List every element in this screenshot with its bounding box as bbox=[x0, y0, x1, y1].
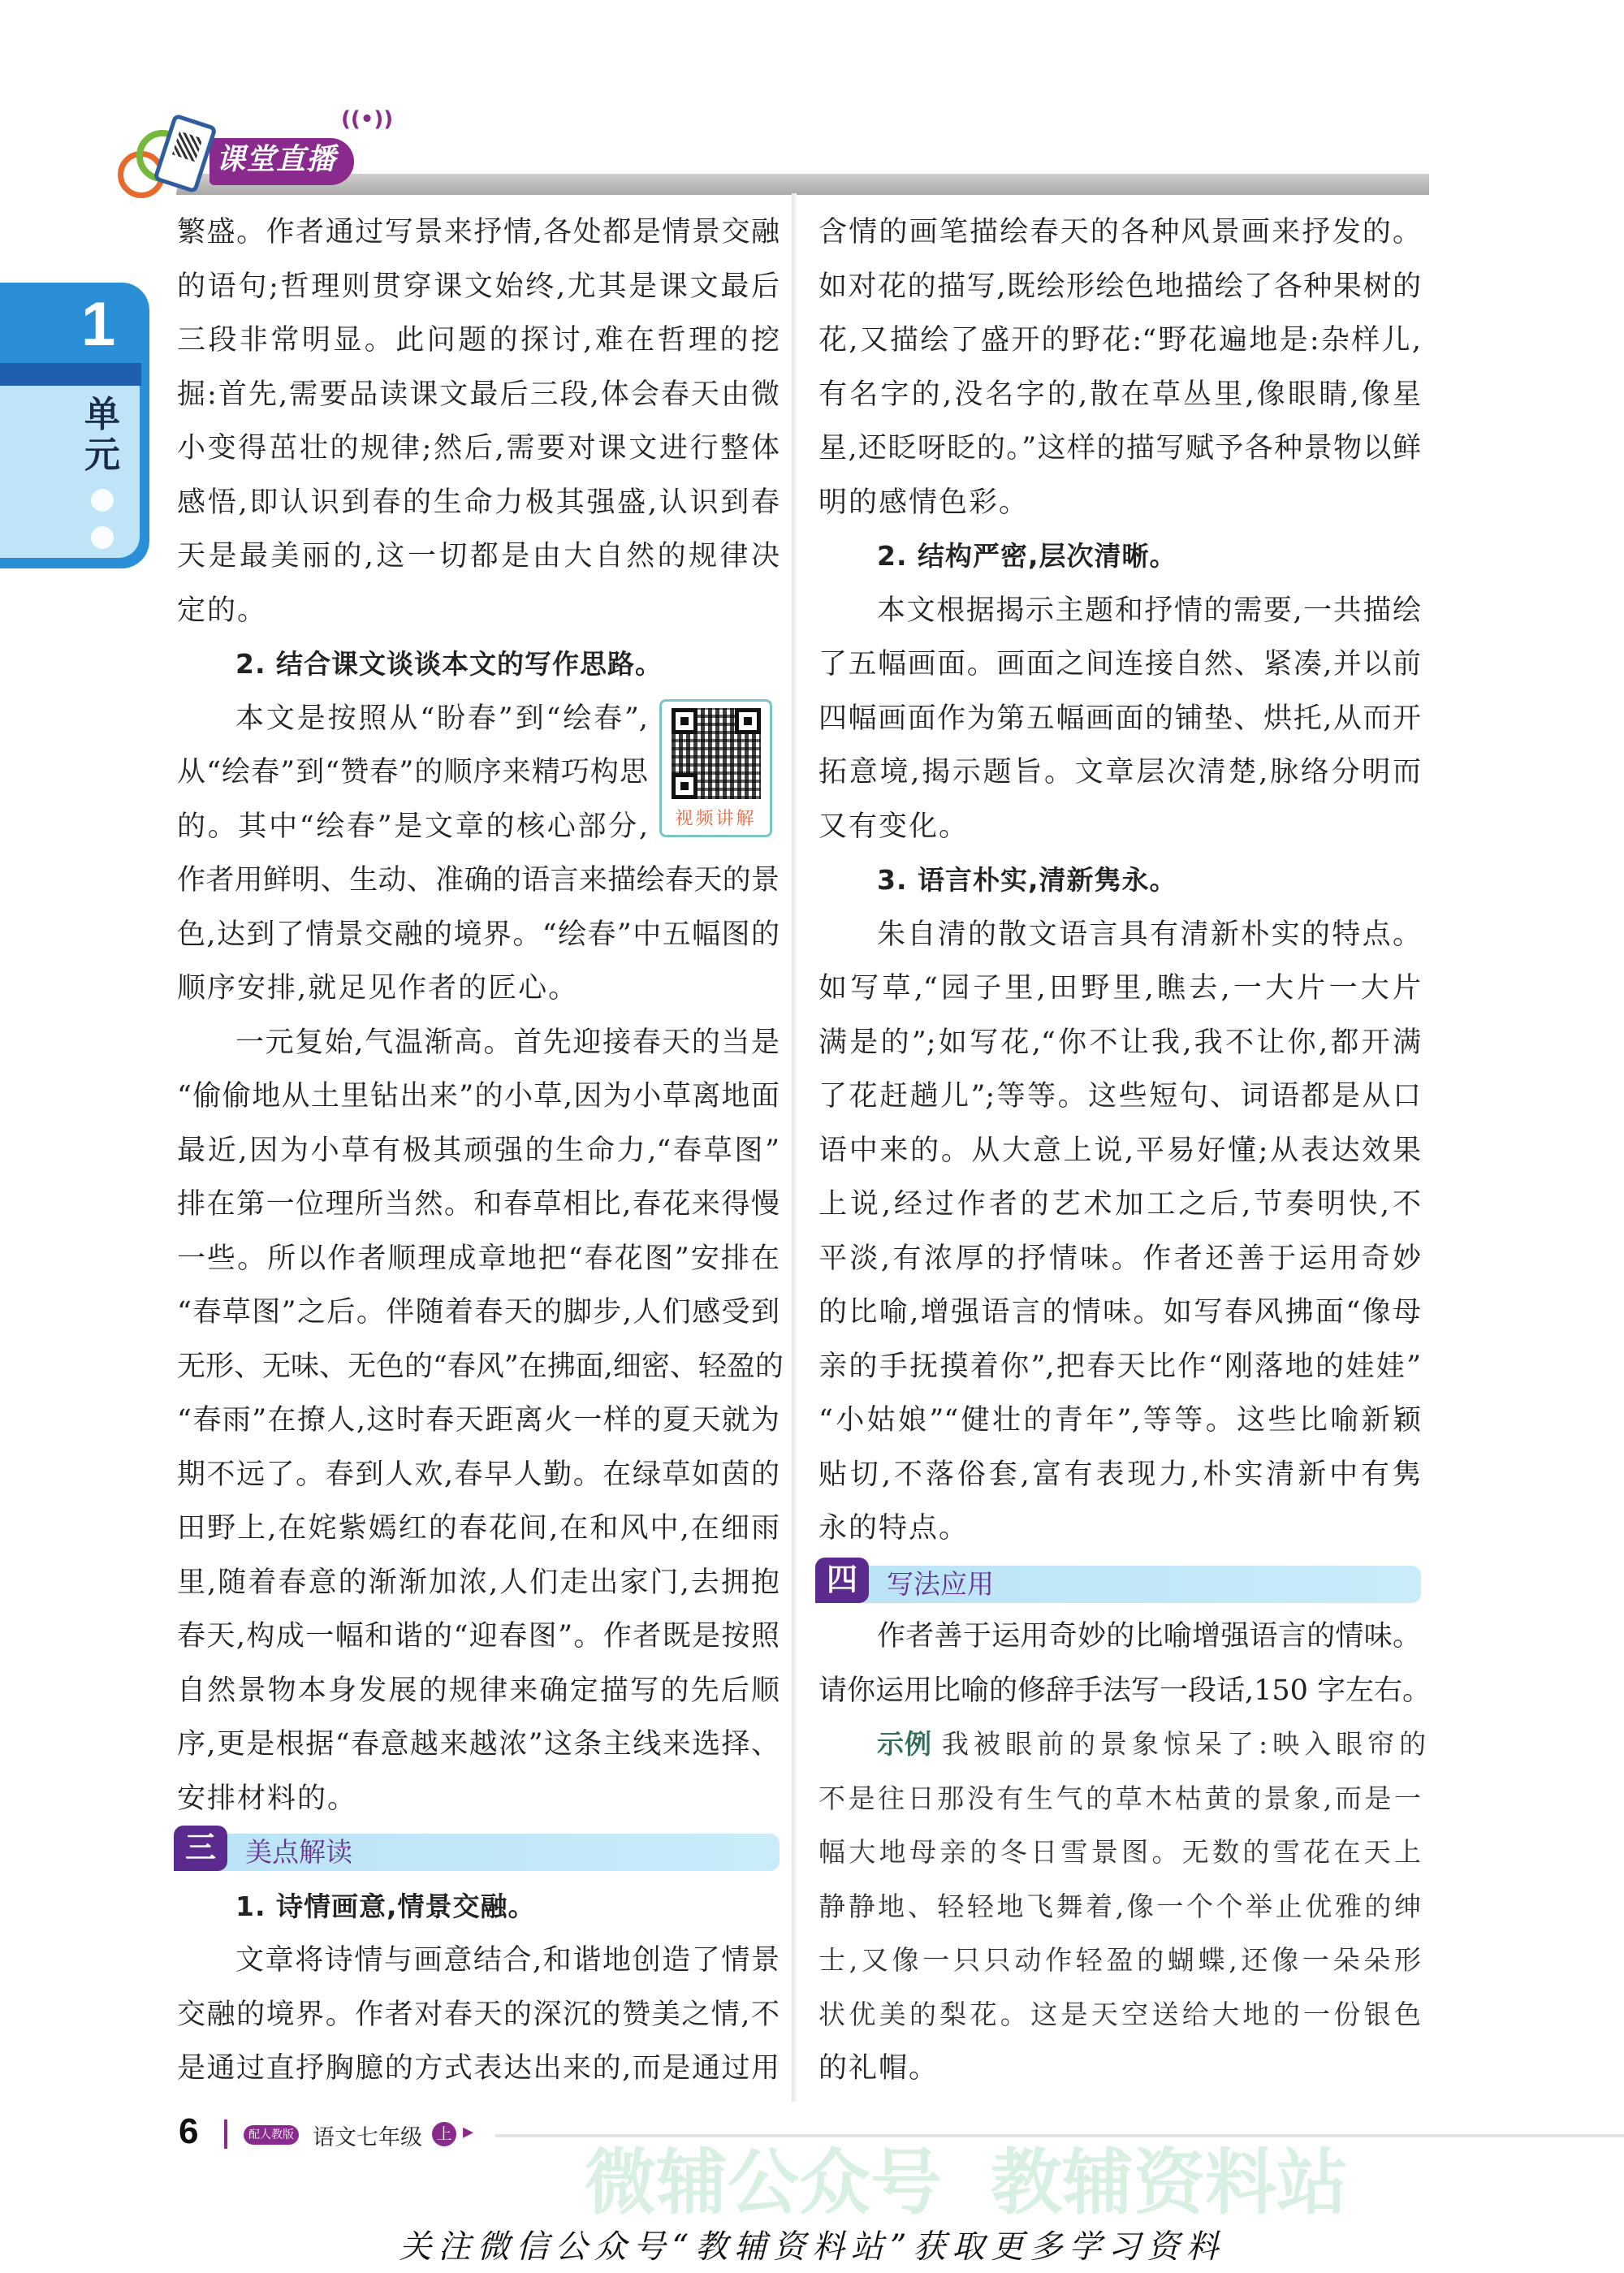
section-logo-title: 课堂直播 bbox=[216, 143, 337, 176]
line-text: 贴切,不落俗套,富有表现力,朴实清新中有隽 bbox=[818, 1458, 1421, 1491]
header-bar bbox=[176, 174, 1429, 195]
text-line bbox=[177, 368, 780, 422]
line-text: 平淡,有浓厚的抒情味。作者还善于运用奇妙 bbox=[818, 1242, 1421, 1275]
line-text: 永的特点。 bbox=[818, 1512, 970, 1545]
qr-code-icon bbox=[672, 708, 761, 799]
text-line bbox=[177, 1664, 780, 1718]
text-line bbox=[818, 1826, 1421, 1880]
text-line bbox=[818, 1664, 1432, 1718]
text-line bbox=[177, 692, 648, 746]
line-text: “春草图”之后。伴随着春天的脚步,人们感受到 bbox=[177, 1296, 780, 1329]
qr-eye-icon bbox=[672, 708, 698, 734]
line-text: “春雨”在撩人,这时春天距离火一样的夏天就为 bbox=[177, 1404, 780, 1437]
text-line bbox=[818, 476, 1421, 530]
line-text: 1. 诗情画意,情景交融。 bbox=[235, 1890, 536, 1922]
line-text: 状优美的梨花。这是天空送给大地的一份银色 bbox=[818, 1998, 1421, 2030]
column-divider bbox=[792, 193, 797, 2102]
text-line bbox=[818, 1448, 1421, 1502]
text-line bbox=[177, 961, 780, 1016]
text-line bbox=[818, 1772, 1421, 1826]
line-text: 3. 语言朴实,清新隽永。 bbox=[877, 864, 1177, 896]
text-line bbox=[177, 1718, 780, 1772]
line-text: 明的感情色彩。 bbox=[818, 486, 1030, 519]
text-line bbox=[818, 421, 1421, 476]
line-text: 感悟,即认识到春的生命力极其强盛,认识到春 bbox=[177, 486, 780, 519]
line-text: “小姑娘”“健壮的青年”,等等。这些比喻新颖 bbox=[818, 1404, 1421, 1437]
text-line bbox=[818, 205, 1421, 260]
page-number: 6 bbox=[179, 2111, 199, 2151]
line-text: 士,又像一只只动作轻盈的蝴蝶,还像一朵朵形 bbox=[818, 1944, 1421, 1976]
line-text: 从“绘春”到“赞春”的顺序来精巧构思 bbox=[177, 756, 648, 789]
text-line bbox=[177, 1340, 784, 1394]
subheading bbox=[177, 637, 780, 692]
unit-number: 1 bbox=[81, 290, 116, 359]
spacer bbox=[818, 1556, 1421, 1610]
line-text: 作者善于运用奇妙的比喻增强语言的情味。 bbox=[877, 1620, 1421, 1653]
line-text: 是通过直抒胸臆的方式表达出来的,而是通过用 bbox=[177, 2052, 780, 2085]
text-line bbox=[818, 368, 1421, 422]
line-text: 定的。 bbox=[177, 594, 268, 627]
line-text: 本文根据揭示主题和抒情的需要,一共描绘 bbox=[877, 594, 1421, 627]
text-line bbox=[818, 908, 1421, 962]
text-line bbox=[177, 1610, 780, 1664]
qr-eye-icon bbox=[672, 773, 698, 799]
bottom-note: 关注微信公众号“教辅资料站”获取更多学习资料 bbox=[399, 2228, 1225, 2266]
text-line bbox=[177, 529, 780, 584]
line-text: 天是最美丽的,这一切都是由大自然的规律决 bbox=[177, 540, 780, 573]
text-line bbox=[177, 1286, 780, 1340]
section-number: 四 bbox=[815, 1558, 869, 1603]
text-line bbox=[818, 1988, 1421, 2042]
subheading bbox=[818, 853, 1421, 908]
line-text: 幅大地母亲的冬日雪景图。无数的雪花在天上 bbox=[818, 1836, 1421, 1868]
line-text: 掘:首先,需要品读课文最后三段,体会春天由微 bbox=[177, 378, 780, 411]
line-text: 田野上,在姹紫嫣红的春花间,在和风中,在细雨 bbox=[177, 1512, 780, 1545]
text-line bbox=[818, 313, 1421, 368]
line-text: 满是的”;如写花,“你不让我,我不让你,都开满 bbox=[818, 1026, 1421, 1059]
line-text: 顺序安排,就足见作者的匠心。 bbox=[177, 972, 579, 1005]
text-line bbox=[177, 1448, 780, 1502]
text-line bbox=[818, 745, 1421, 800]
text-line bbox=[177, 1988, 780, 2042]
line-text: 一元复始,气温渐高。首先迎接春天的当是 bbox=[235, 1026, 780, 1059]
book-title: 语文七年级 bbox=[313, 2125, 422, 2150]
text-line bbox=[818, 1340, 1421, 1394]
text-line bbox=[818, 1178, 1421, 1232]
text-line bbox=[177, 205, 780, 260]
line-text: 春天,构成一幅和谐的“迎春图”。作者既是按照 bbox=[177, 1620, 780, 1653]
line-text: 亲的手抚摸着你”,把春天比作“刚落地的娃娃” bbox=[818, 1350, 1421, 1383]
line-text: 2. 结构严密,层次清晰。 bbox=[877, 540, 1177, 572]
text-line bbox=[177, 584, 780, 638]
watermark-line: 教辅资料站 bbox=[991, 2141, 1349, 2224]
text-line bbox=[818, 1016, 1421, 1070]
line-text: 不是往日那没有生气的草木枯黄的景象,而是一 bbox=[818, 1782, 1421, 1814]
line-text: 安排材料的。 bbox=[177, 1782, 358, 1815]
text-line bbox=[177, 1502, 780, 1556]
text-line bbox=[818, 260, 1421, 314]
section-title: 美点解读 bbox=[245, 1836, 352, 1868]
text-line bbox=[177, 1232, 780, 1286]
footer-rule bbox=[495, 2134, 1624, 2137]
text-line bbox=[818, 2042, 1421, 2096]
line-text: 又有变化。 bbox=[818, 810, 970, 843]
text-line bbox=[177, 1772, 780, 1826]
edition-badge: 配人教版 bbox=[244, 2125, 299, 2145]
text-line bbox=[177, 1178, 780, 1232]
text-line bbox=[818, 1934, 1421, 1988]
text-line bbox=[177, 1016, 780, 1070]
line-text: 如对花的描写,既绘形绘色地描绘了各种果树的 bbox=[818, 270, 1421, 303]
text-line bbox=[177, 908, 780, 962]
broadcast-icon: ((•)) bbox=[341, 107, 394, 132]
text-line bbox=[177, 1556, 780, 1610]
line-text: 的礼帽。 bbox=[818, 2052, 939, 2085]
text-line bbox=[177, 313, 780, 368]
right-column bbox=[818, 205, 1432, 2096]
text-line bbox=[177, 476, 780, 530]
line-text: 上说,经过作者的艺术加工之后,节奏明快,不 bbox=[818, 1188, 1421, 1221]
line-text: 花,又描绘了盛开的野花:“野花遍地是:杂样儿, bbox=[818, 324, 1421, 357]
text-line bbox=[177, 853, 780, 908]
section-title: 写法应用 bbox=[887, 1568, 994, 1600]
line-text: 里,随着春意的渐渐加浓,人们走出家门,去拥抱 bbox=[177, 1566, 780, 1599]
qr-eye-icon bbox=[735, 708, 761, 734]
text-line bbox=[818, 692, 1421, 746]
text-line bbox=[177, 260, 780, 314]
text-line bbox=[818, 1124, 1421, 1178]
footer-divider bbox=[224, 2120, 227, 2149]
line-text: 色,达到了情景交融的境界。“绘春”中五幅图的 bbox=[177, 918, 780, 951]
subheading bbox=[818, 529, 1421, 584]
text-line bbox=[818, 961, 1421, 1016]
line-text: 的比喻,增强语言的情味。如写春风拂面“像母 bbox=[818, 1296, 1421, 1329]
line-text: 含情的画笔描绘春天的各种风景画来抒发的。 bbox=[818, 216, 1421, 248]
qr-label: 视频讲解 bbox=[675, 809, 757, 829]
text-line bbox=[818, 1394, 1421, 1448]
text-line bbox=[818, 584, 1421, 638]
text-line bbox=[818, 1718, 1432, 1772]
dot-icon bbox=[91, 526, 114, 549]
line-text: 静静地、轻轻地飞舞着,像一个个举止优雅的绅 bbox=[818, 1890, 1421, 1922]
spacer bbox=[177, 1826, 780, 1880]
text-line bbox=[177, 745, 648, 800]
line-text: 了花赶趟儿”;等等。这些短句、词语都是从口 bbox=[818, 1080, 1421, 1113]
text-line bbox=[818, 637, 1421, 692]
line-text: 我被眼前的景象惊呆了:映入眼帘的 bbox=[942, 1728, 1432, 1760]
dot-icon bbox=[91, 489, 114, 512]
line-text: 星,还眨呀眨的。”这样的描写赋予各种景物以鲜 bbox=[818, 432, 1421, 465]
line-text: 作者用鲜明、生动、准确的语言来描绘春天的景 bbox=[177, 864, 780, 897]
line-text: 请你运用比喻的修辞手法写一段话,150 字左右。 bbox=[818, 1674, 1432, 1707]
line-text: 自然景物本身发展的规律来确定描写的先后顺 bbox=[177, 1674, 780, 1707]
line-text: 最近,因为小草有极其顽强的生命力,“春草图” bbox=[177, 1134, 780, 1167]
line-text: 如写草,“园子里,田野里,瞧去,一大片一大片 bbox=[818, 972, 1421, 1005]
left-column bbox=[177, 205, 784, 2096]
line-text: 文章将诗情与画意结合,和谐地创造了情景 bbox=[235, 1944, 780, 1977]
video-qr-code[interactable] bbox=[659, 699, 772, 837]
text-line bbox=[177, 1070, 780, 1124]
line-text: “偷偷地从土里钻出来”的小草,因为小草离地面 bbox=[177, 1080, 780, 1113]
line-text: 本文是按照从“盼春”到“绘春”, bbox=[235, 702, 648, 735]
line-text: 无形、无味、无色的“春风”在拂面,细密、轻盈的 bbox=[177, 1350, 784, 1383]
text-line bbox=[177, 1394, 780, 1448]
line-text: 三段非常明显。此问题的探讨,难在哲理的挖 bbox=[177, 324, 780, 357]
line-text: 的语句;哲理则贯穿课文始终,尤其是课文最后 bbox=[177, 270, 780, 303]
unit-label: 单元 bbox=[84, 394, 120, 476]
text-line bbox=[177, 800, 648, 854]
text-line bbox=[177, 2042, 780, 2096]
line-text: 有名字的,没名字的,散在草丛里,像眼睛,像星 bbox=[818, 378, 1421, 411]
line-text: 期不远了。春到人欢,春早人勤。在绿草如茵的 bbox=[177, 1458, 780, 1491]
line-text: 小变得茁壮的规律;然后,需要对课文进行整体 bbox=[177, 432, 780, 465]
line-text: 交融的境界。作者对春天的深沉的赞美之情,不 bbox=[177, 1998, 780, 2031]
section-number: 三 bbox=[174, 1826, 227, 1871]
text-line bbox=[177, 421, 780, 476]
line-text: 四幅画面作为第五幅画面的铺垫、烘托,从而开 bbox=[818, 702, 1421, 735]
line-text: 了五幅画面。画面之间连接自然、紧凑,并以前 bbox=[818, 648, 1421, 681]
line-text: 2. 结合课文谈谈本文的写作思路。 bbox=[235, 648, 663, 680]
arrow-right-icon: ▸ bbox=[463, 2120, 474, 2144]
text-line bbox=[177, 1124, 780, 1178]
text-line bbox=[818, 1070, 1421, 1124]
text-line bbox=[818, 1502, 1421, 1556]
text-line bbox=[818, 800, 1421, 854]
line-text: 朱自清的散文语言具有清新朴实的特点。 bbox=[877, 918, 1421, 951]
line-text: 拓意境,揭示题旨。文章层次清楚,脉络分明而 bbox=[818, 756, 1421, 789]
unit-tab-band bbox=[0, 363, 141, 386]
text-line bbox=[818, 1232, 1421, 1286]
text-line bbox=[818, 1610, 1421, 1664]
line-text: 的。其中“绘春”是文章的核心部分, bbox=[177, 810, 648, 843]
volume-badge: 上 bbox=[432, 2122, 456, 2146]
line-text: 序,更是根据“春意越来越浓”这条主线来选择、 bbox=[177, 1728, 780, 1761]
line-text: 一些。所以作者顺理成章地把“春花图”安排在 bbox=[177, 1242, 780, 1275]
line-text: 语中来的。从大意上说,平易好懂;从表达效果 bbox=[818, 1134, 1421, 1167]
subheading bbox=[177, 1880, 780, 1934]
text-line bbox=[818, 1286, 1421, 1340]
example-label: 示例 bbox=[877, 1728, 932, 1760]
watermark-line: 微辅公众号 bbox=[585, 2141, 943, 2224]
watermark bbox=[585, 2141, 1349, 2224]
text-line bbox=[177, 1934, 780, 1988]
line-text: 繁盛。作者通过写景来抒情,各处都是情景交融 bbox=[177, 216, 780, 248]
line-text: 排在第一位理所当然。和春草相比,春花来得慢 bbox=[177, 1188, 780, 1221]
text-line bbox=[818, 1880, 1421, 1934]
